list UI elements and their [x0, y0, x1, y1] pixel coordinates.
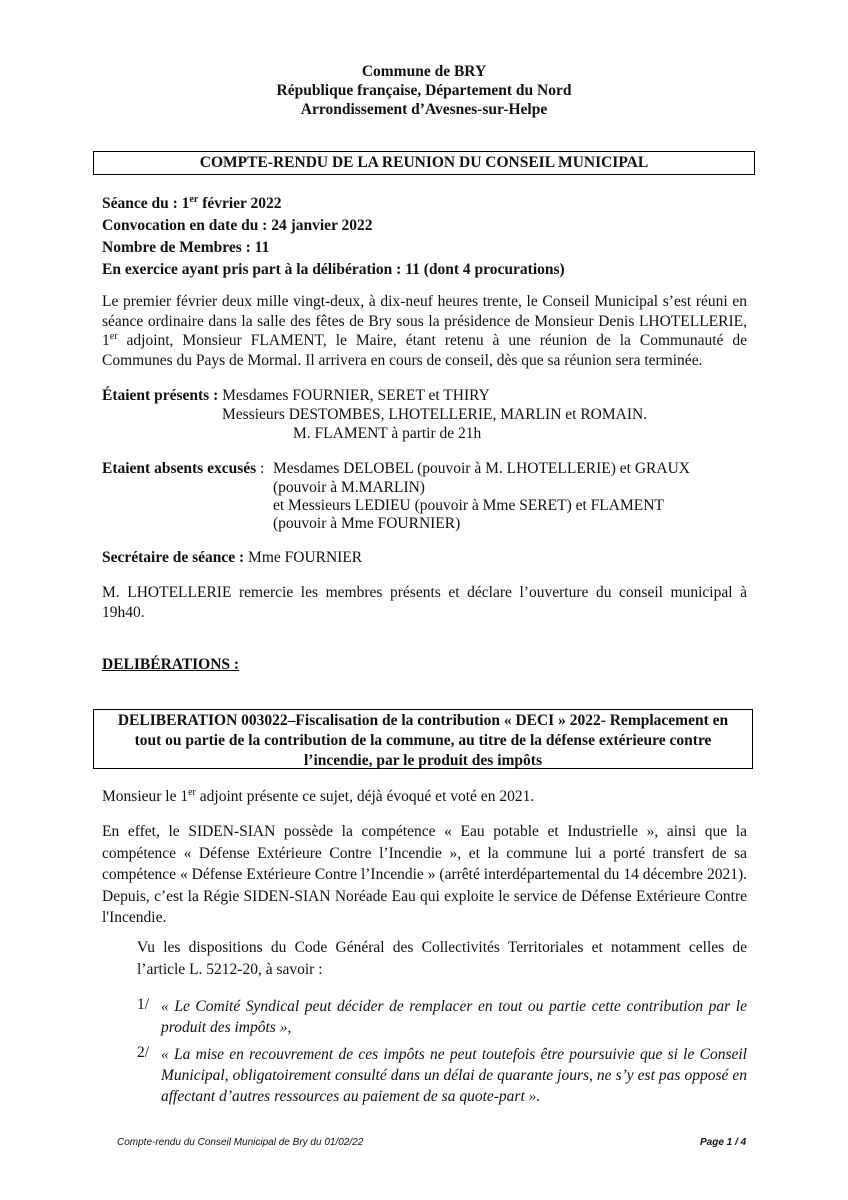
presentation-line [102, 787, 534, 806]
list-item-number: 2/ [137, 1044, 150, 1061]
secretaire-label: Secrétaire de séance : [102, 549, 245, 566]
membres-exercice: En exercice ayant pris part à la délibération : 11 (dont 4 procurations) [102, 261, 565, 278]
list-item-text: « La mise en recouvrement de ces impôts ne peut toutefois être poursuivie que si le Conseil Municipal, obligatoirement consulté dans un délai de quarante jours, ne s’y est pas opposé en affectant d’autres ressources au paiement de sa quote-part ». [161, 1046, 747, 1105]
footer-page-number: Page 1 / 4 [700, 1137, 747, 1148]
header-department: République française, Département du Nord [276, 82, 572, 99]
absents-label-line [102, 459, 264, 478]
absents-colon: : [256, 460, 265, 477]
presents-mesdames: Mesdames FOURNIER, SERET et THIRY [218, 387, 490, 404]
vu-paragraph: Vu les dispositions du Code Général des Collectivités Territoriales et notamment celles de l’article L. 5212-20, à savoir : [137, 939, 747, 978]
presents-flament: M. FLAMENT à partir de 21h [293, 425, 482, 442]
seance-info [102, 193, 565, 281]
convocation-date: Convocation en date du : 24 janvier 2022 [102, 217, 373, 234]
seance-date [102, 193, 565, 215]
effet-paragraph: En effet, le SIDEN-SIAN possède la compétence « Eau potable et Industrielle », ainsi que la compétence « Défense Extérieure Contre l’Incendie », et la commune lui a porté transfert de sa compétence « Défense Extérieure Contre l’Incendie » (arrêté interdépartemental du 14 décembre 2021). Depuis, c’est la Régie SIDEN-SIAN Noréade Eau qui exploite le service de Défense Extérieure Contre l'Incendie. [102, 823, 747, 926]
intro-text-1: Le premier février deux mille vingt-deux, à dix-neuf heures trente, le Conseil Municipal s’est réuni en séance ordinaire dans la salle des fêtes de Bry sous la présidence de Monsieur Denis LHOTELLERIE, 1 [102, 293, 747, 349]
absents-line-1: Mesdames DELOBEL (pouvoir à M. LHOTELLERIE) et GRAUX [273, 460, 690, 477]
deliberation-title-line-1: DELIBERATION 003022–Fiscalisation de la contribution « DECI » 2022- Remplacement en [117, 712, 729, 729]
deliberation-title-line-3: l’incendie, par le produit des impôts [304, 752, 542, 769]
intro-text-2: adjoint, Monsieur FLAMENT, le Maire, étant retenu à une réunion de la Communauté de Communes du Pays de Mormal. Il arrivera en cours de conseil, dès que sa réunion sera terminée. [102, 332, 747, 369]
list-item-text: « Le Comité Syndical peut décider de remplacer en tout ou partie cette contribution par le produit des impôts », [161, 998, 747, 1036]
document-title: COMPTE-RENDU DE LA REUNION DU CONSEIL MUNICIPAL [93, 151, 755, 175]
presents-label: Étaient présents : [102, 387, 219, 404]
ouverture-paragraph: M. LHOTELLERIE remercie les membres présents et déclare l’ouverture du conseil municipal à 19h40. [102, 584, 747, 621]
deliberation-title-line-2: tout ou partie de la contribution de la commune, au titre de la défense extérieure contre [134, 732, 712, 749]
absents-line-3: et Messieurs LEDIEU (pouvoir à Mme SERET) et FLAMENT [273, 497, 664, 514]
seance-date-prefix: Séance du : 1 [102, 195, 190, 212]
seance-date-sup: er [189, 193, 199, 205]
list-item-number: 1/ [137, 996, 150, 1013]
intro-sup: er [109, 330, 118, 342]
absents-line-2: (pouvoir à M.MARLIN) [273, 479, 425, 496]
document-header [0, 62, 848, 119]
presentation-suffix: adjoint présente ce sujet, déjà évoqué et voté en 2021. [195, 788, 535, 805]
intro-paragraph [102, 292, 747, 370]
presents-line-1 [102, 386, 490, 405]
secretaire-line [102, 548, 362, 567]
presentation-prefix: Monsieur le 1 [102, 788, 189, 805]
seance-date-suffix: février 2022 [198, 195, 282, 212]
deliberation-title-box [93, 709, 753, 769]
absents-label: Etaient absents excusés [102, 460, 257, 477]
nombre-membres: Nombre de Membres : 11 [102, 239, 270, 256]
presentation-sup: er [188, 786, 196, 798]
header-commune: Commune de BRY [361, 63, 487, 80]
secretaire-value: Mme FOURNIER [244, 549, 363, 566]
presents-messieurs: Messieurs DESTOMBES, LHOTELLERIE, MARLIN et ROMAIN. [222, 406, 648, 423]
absents-line-4: (pouvoir à Mme FOURNIER) [273, 515, 461, 532]
header-arrondissement: Arrondissement d’Avesnes-sur-Helpe [300, 101, 548, 118]
footer-document-title: Compte-rendu du Conseil Municipal de Bry du 01/02/22 [117, 1137, 364, 1148]
deliberations-heading: DELIBÉRATIONS : [102, 656, 240, 673]
